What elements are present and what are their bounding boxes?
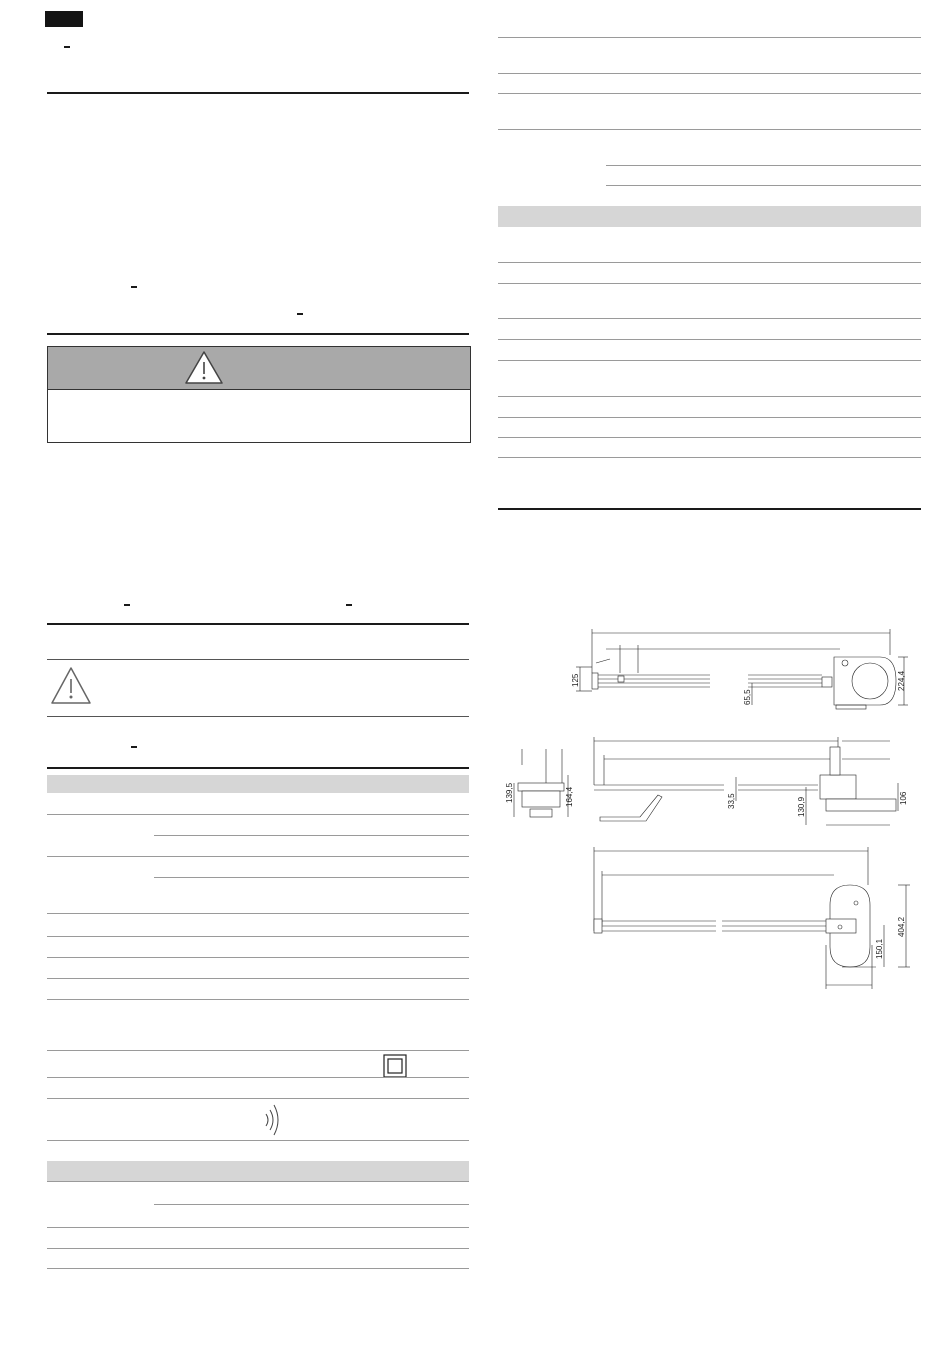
table-row: [154, 835, 469, 836]
text-dash: [131, 286, 137, 288]
table-row: [47, 856, 469, 857]
table-row: [47, 1098, 469, 1099]
side-view: [576, 629, 908, 709]
table-row: [606, 185, 921, 186]
table-row: [154, 877, 469, 878]
warning-header: [48, 347, 470, 390]
warning-triangle-icon: [184, 350, 224, 386]
dim-front-left-b: 164,4: [565, 786, 574, 807]
table-row: [498, 318, 921, 319]
table-row: [498, 396, 921, 397]
text-dash: [124, 604, 130, 606]
dim-front-right-b: 106: [899, 791, 908, 805]
table-row: [47, 1248, 469, 1249]
dim-top-right-b: 404,2: [897, 916, 906, 937]
table-row: [47, 957, 469, 958]
double-square-icon: [383, 1054, 407, 1078]
table-row: [498, 283, 921, 284]
top-view: [594, 847, 910, 989]
section-rule: [47, 623, 469, 625]
dim-top-right-a: 150,1: [875, 938, 884, 959]
table-row: [154, 1204, 469, 1205]
row-rule: [47, 716, 469, 717]
table-row: [498, 262, 921, 263]
table-row: [47, 999, 469, 1000]
dim-front-right-a: 130,9: [797, 796, 806, 817]
table-row: [47, 1181, 469, 1182]
table-header-row: [47, 775, 469, 793]
text-dash: [297, 313, 303, 315]
dim-front-left-a: 139,5: [505, 782, 514, 803]
table-row: [47, 936, 469, 937]
table-row: [498, 129, 921, 130]
table-row: [47, 978, 469, 979]
table-row: [498, 73, 921, 74]
text-dash: [131, 746, 137, 748]
table-row: [47, 1140, 469, 1141]
dim-side-height-left: 125: [571, 673, 580, 687]
row-rule: [47, 659, 469, 660]
title-dash: [64, 46, 70, 48]
table-row: [498, 437, 921, 438]
table-row: [498, 457, 921, 458]
dimension-drawing: [500, 625, 920, 995]
table-row: [47, 1077, 469, 1078]
radio-waves-icon: [262, 1103, 282, 1137]
table-row: [47, 1268, 469, 1269]
table-header-row: [47, 1161, 469, 1181]
table-row: [498, 37, 921, 38]
table-row: [498, 339, 921, 340]
text-dash: [346, 604, 352, 606]
table-header-row: [498, 206, 921, 227]
table-row: [606, 165, 921, 166]
dim-side-offset: 65,5: [743, 689, 752, 705]
warning-triangle-icon: [50, 666, 92, 706]
dim-side-height-right: 224,4: [897, 670, 906, 691]
warning-box: [47, 346, 471, 443]
table-row: [498, 417, 921, 418]
table-top-rule: [47, 767, 469, 769]
table-row: [498, 93, 921, 94]
table-row: [47, 814, 469, 815]
dim-front-offset: 33,5: [727, 793, 736, 809]
section-rule: [47, 333, 469, 335]
table-row: [47, 913, 469, 914]
language-badge: [45, 11, 83, 27]
table-row: [498, 360, 921, 361]
table-row: [47, 1227, 469, 1228]
section-rule: [47, 92, 469, 94]
table-bottom-rule: [498, 508, 921, 510]
table-row: [47, 1050, 469, 1051]
front-view: [514, 737, 898, 825]
